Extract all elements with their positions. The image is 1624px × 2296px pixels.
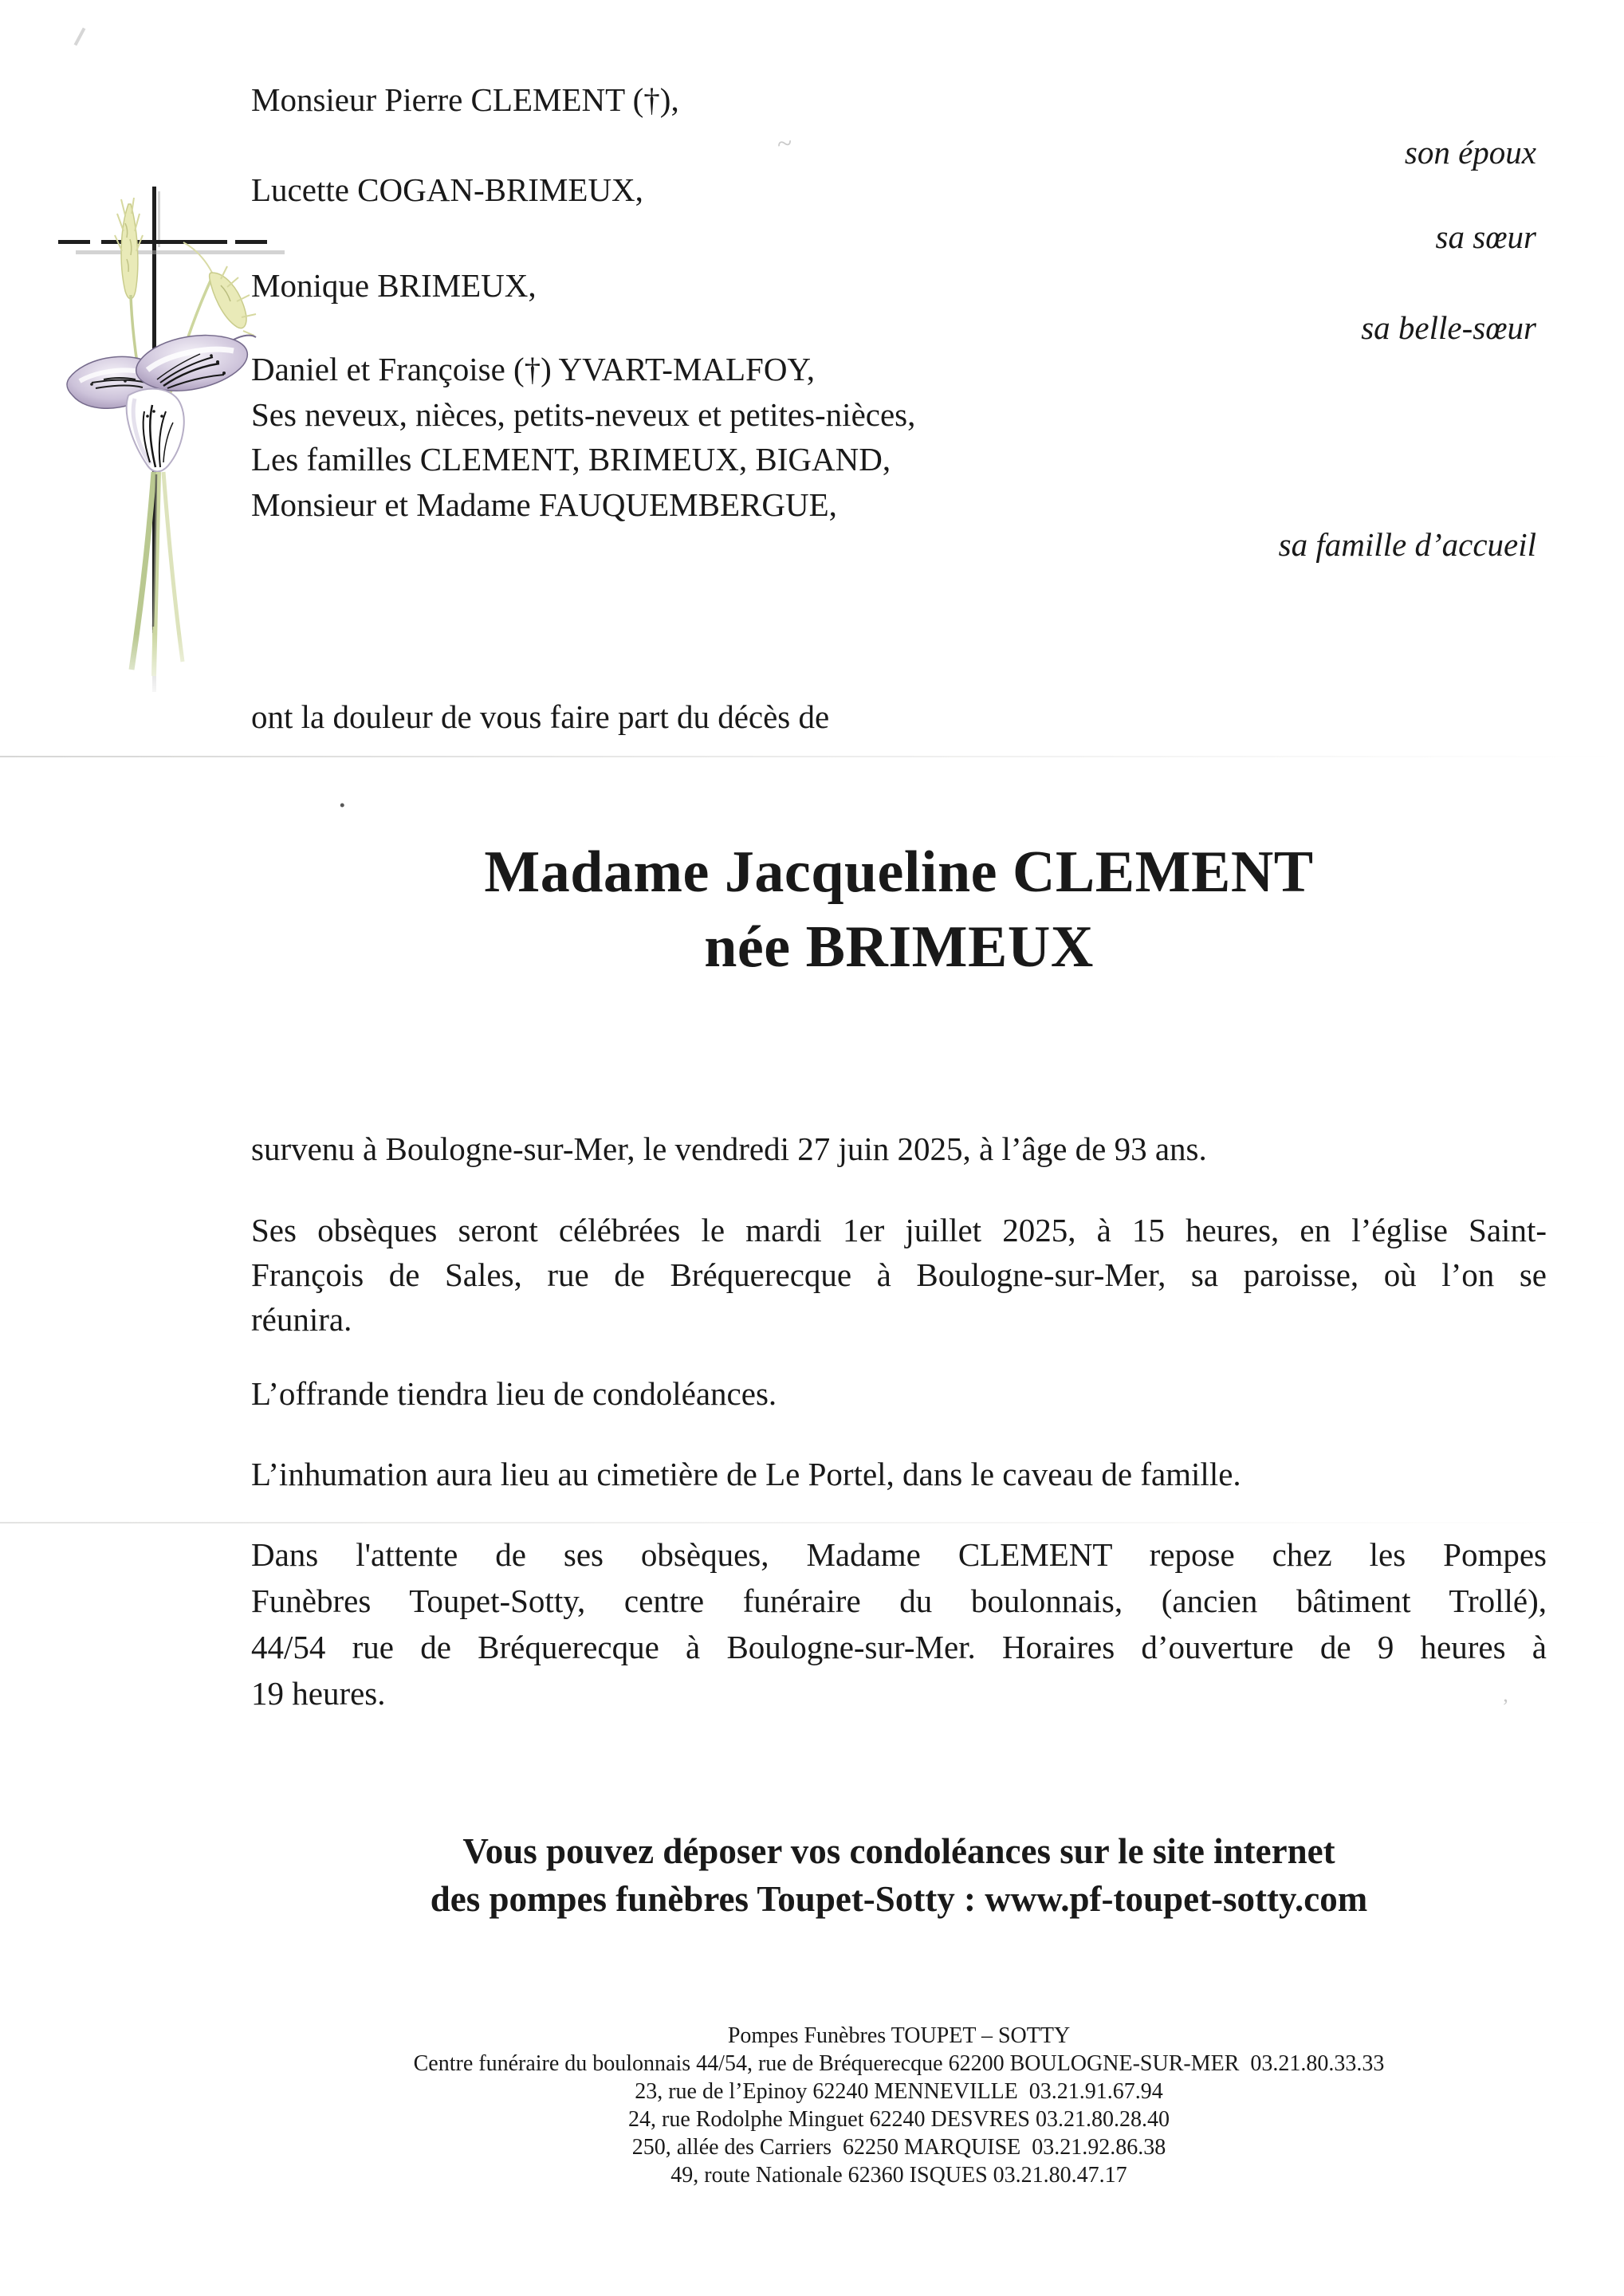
mourner-line: Ses neveux, nièces, petits-neveux et petites-nièces,	[251, 396, 916, 433]
condolences-line-1: Vous pouvez déposer vos condoléances sur le site internet	[462, 1831, 1335, 1871]
condolences-notice	[251, 1827, 1547, 1923]
relation-label: son époux	[1404, 134, 1536, 171]
paragraph-funeral-line: réunira.	[251, 1301, 352, 1338]
mourner-line: Monsieur Pierre CLEMENT (†),	[251, 81, 679, 118]
mourner-line: Monique BRIMEUX,	[251, 267, 537, 304]
scan-tilde-artifact: ~	[776, 128, 794, 159]
calla-lily-front-petal	[127, 389, 184, 472]
paragraph-repose-line: 44/54 rue de Bréquerecque à Boulogne-sur-Mer. Horaires d’ouverture de 9 heures à	[251, 1629, 1547, 1665]
deceased-name: Madame Jacqueline CLEMENT	[484, 839, 1314, 905]
funeral-home-footer	[251, 2022, 1547, 2189]
footer-location-line: 49, route Nationale 62360 ISQUES 03.21.80.47.17	[670, 2163, 1127, 2188]
paragraph-funeral	[251, 1208, 1547, 1342]
paragraph-repose	[251, 1531, 1547, 1716]
scan-line-artifact	[0, 1522, 1624, 1523]
paragraph-repose-line: Funèbres Toupet-Sotty, centre funéraire du boulonnais, (ancien bâtiment Trollé),	[251, 1582, 1547, 1619]
mourner-line: Monsieur et Madame FAUQUEMBERGUE,	[251, 486, 837, 523]
cross-horizontal-dash-right	[235, 240, 267, 244]
footer-location-line: 24, rue Rodolphe Minguet 62240 DESVRES 03.21.80.28.40	[628, 2107, 1170, 2132]
mourner-line: Les familles CLEMENT, BRIMEUX, BIGAND,	[251, 441, 891, 478]
relation-label: sa sœur	[1435, 218, 1536, 255]
deceased-maiden-name: née BRIMEUX	[704, 914, 1094, 980]
relation-label: sa famille d’accueil	[1278, 526, 1536, 563]
deceased-title	[251, 835, 1547, 985]
paragraph-funeral-line: Ses obsèques seront célébrées le mardi 1er juillet 2025, à 15 heures, en l’église Saint-	[251, 1212, 1547, 1248]
footer-location-line: Centre funéraire du boulonnais 44/54, rue de Bréquerecque 62200 BOULOGNE-SUR-MER 03.21.80.33.33	[413, 2051, 1385, 2076]
relation-label: sa belle-sœur	[1361, 309, 1536, 346]
footer-company: Pompes Funèbres TOUPET – SOTTY	[727, 2023, 1071, 2048]
footer-location-line: 250, allée des Carriers 62250 MARQUISE 03.21.92.86.38	[631, 2135, 1166, 2160]
paragraph-funeral-line: François de Sales, rue de Bréquerecque à Boulogne-sur-Mer, sa paroisse, où l’on se	[251, 1256, 1547, 1293]
paragraph-death: survenu à Boulogne-sur-Mer, le vendredi 27 juin 2025, à l’âge de 93 ans.	[251, 1130, 1207, 1167]
announcement-line: ont la douleur de vous faire part du décès de	[251, 698, 830, 735]
paragraph-repose-line: 19 heures.	[251, 1675, 386, 1712]
mourner-line: Daniel et Françoise (†) YVART-MALFOY,	[251, 351, 816, 387]
footer-location-line: 23, rue de l’Epinoy 62240 MENNEVILLE 03.21.91.67.94	[635, 2079, 1163, 2104]
scan-dot-artifact: .	[338, 778, 347, 815]
scan-speck-artifact: ’	[1502, 1695, 1509, 1718]
condolences-line-2: des pompes funèbres Toupet-Sotty : www.pf-toupet-sotty.com	[430, 1879, 1368, 1919]
paragraph-burial: L’inhumation aura lieu au cimetière de Le Portel, dans le caveau de famille.	[251, 1456, 1241, 1492]
cross-horizontal-bar	[101, 240, 227, 244]
cross-horizontal-dash-left	[58, 240, 90, 244]
paragraph-repose-line: Dans l'attente de ses obsèques, Madame CLEMENT repose chez les Pompes	[251, 1536, 1547, 1573]
paragraph-offering: L’offrande tiendra lieu de condoléances.	[251, 1375, 777, 1412]
scan-speck	[74, 27, 86, 45]
mourner-line: Lucette COGAN-BRIMEUX,	[251, 171, 643, 208]
scan-line-artifact	[0, 756, 1624, 757]
